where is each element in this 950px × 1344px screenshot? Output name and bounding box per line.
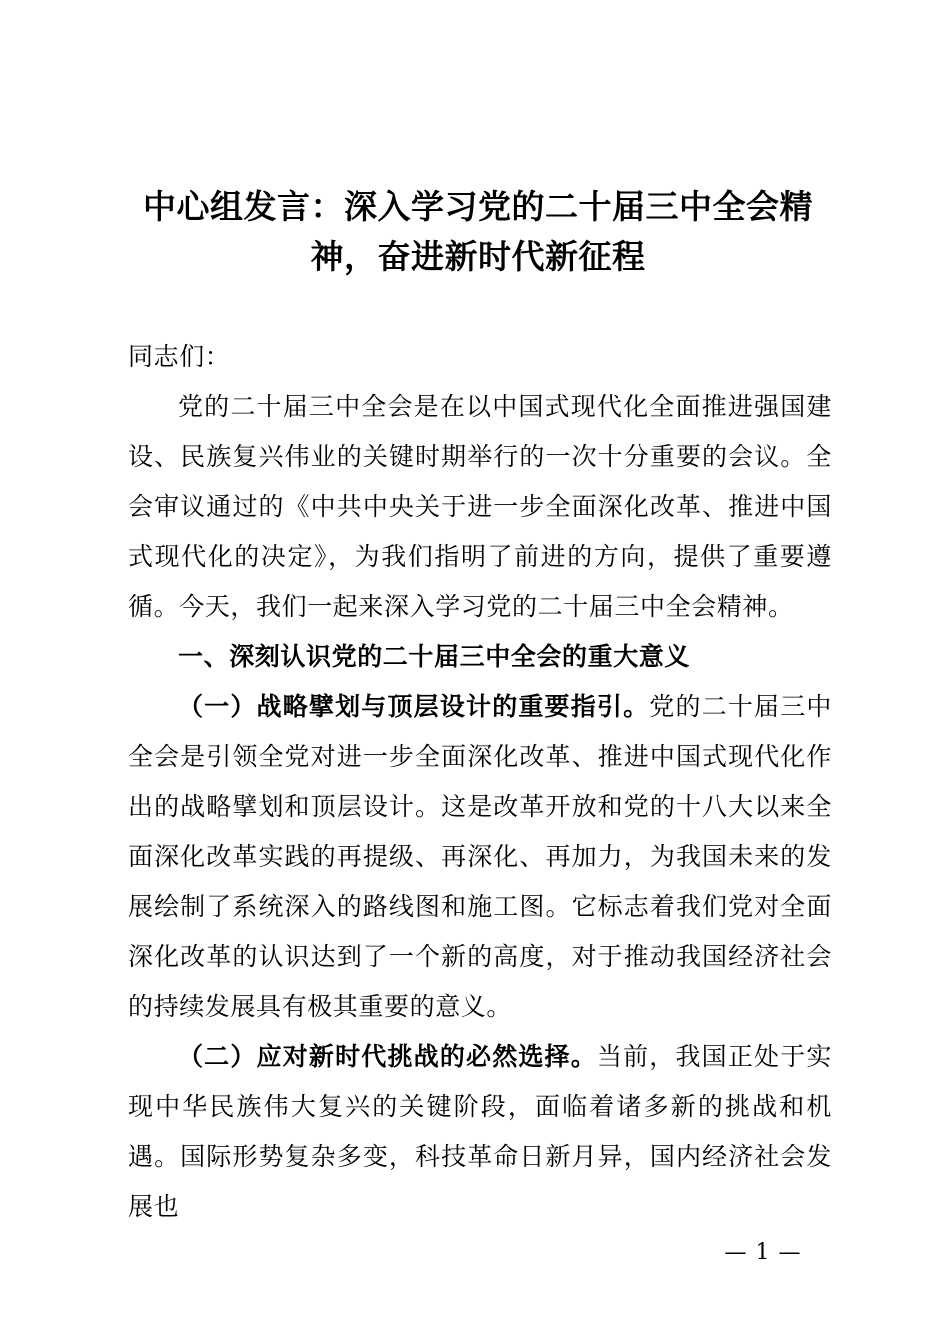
title-line-2: 神，奋进新时代新征程 [310,237,646,276]
subsection-lead-1: （一）战略擘划与顶层设计的重要指引。 [178,692,650,721]
subsection-paragraph-2 [128,1032,832,1232]
document-body [128,332,832,1232]
salutation: 同志们： [128,342,231,371]
title-line-1: 中心组发言：深入学习党的二十届三中全会精 [143,187,813,226]
subsection-text-1: 党的二十届三中全会是引领全党对进一步全面深化改革、推进中国式现代化作出的战略擘划和顶层设计。这是改革开放和党的十八大以来全面深化改革实践的再提级、再深化、再加力，为我国未来的发展绘制了系统深入的路线图和施工图。它标志着我们党对全面深化改革的认识达到了一个新的高度，对于推动我国经济社会的持续发展具有极其重要的意义。 [128,692,832,1021]
section-heading-1: 一、深刻认识党的二十届三中全会的重大意义 [178,642,691,671]
subsection-lead-2: （二）应对新时代挑战的必然选择。 [178,1042,597,1071]
subsection-text-2: 当前，我国正处于实现中华民族伟大复兴的关键阶段，面临着诸多新的挑战和机遇。国际形势复杂多变，科技革命日新月异，国内经济社会发展也 [128,1042,832,1221]
page-number: — 1 — [724,1240,802,1265]
subsection-paragraph-1 [128,682,832,1032]
intro-paragraph: 党的二十届三中全会是在以中国式现代化全面推进强国建设、民族复兴伟业的关键时期举行的一次十分重要的会议。全会审议通过的《中共中央关于进一步全面深化改革、推进中国式现代化的决定》，为我们指明了前进的方向，提供了重要遵循。今天，我们一起来深入学习党的二十届三中全会精神。 [128,392,832,621]
document-title [120,182,836,282]
